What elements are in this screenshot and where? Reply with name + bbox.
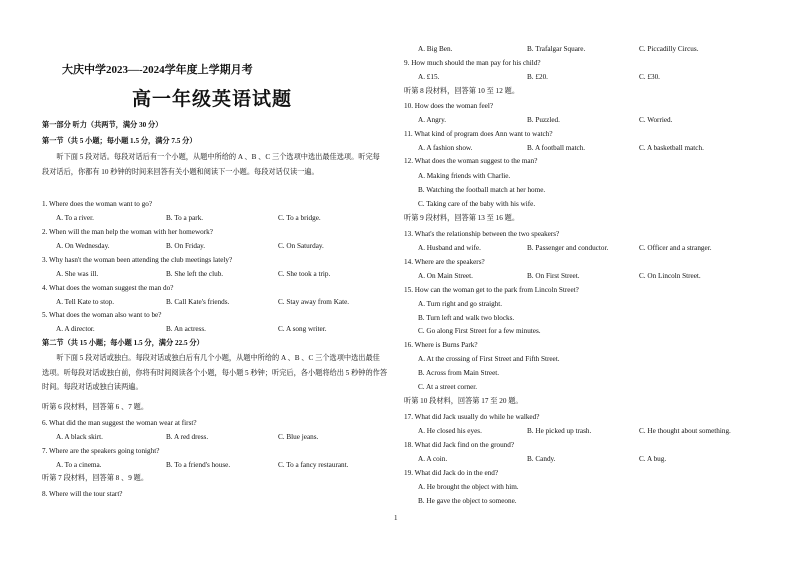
option-a: A. To a river. bbox=[56, 214, 94, 222]
question-1: 1. Where does the woman want to go? bbox=[42, 200, 153, 208]
option-c: C. To a bridge. bbox=[278, 214, 321, 222]
option-a: A. On Wednesday. bbox=[56, 242, 110, 250]
option-b: B. To a park. bbox=[166, 214, 204, 222]
question-19: 19. What did Jack do in the end? bbox=[404, 469, 499, 477]
option-c: C. On Lincoln Street. bbox=[639, 272, 701, 280]
listening-7-note: 听第 7 段材料，回答第 8 、9 题。 bbox=[42, 474, 149, 482]
option-a: A. Angry. bbox=[418, 116, 447, 124]
option-a: A. A black skirt. bbox=[56, 433, 103, 441]
exam-title: 高一年级英语试题 bbox=[132, 89, 293, 110]
part1-heading: 第一部分 听力（共两节，满分 30 分） bbox=[42, 121, 163, 129]
option-a: A. A fashion show. bbox=[418, 144, 473, 152]
option-b: B. Across from Main Street. bbox=[418, 369, 500, 377]
option-b: B. To a friend's house. bbox=[166, 461, 231, 469]
option-c: C. Taking care of the baby with his wife. bbox=[418, 200, 536, 208]
option-b: B. Trafalgar Square. bbox=[527, 45, 586, 53]
option-c: C. At a street corner. bbox=[418, 383, 478, 391]
exam-subtitle: 大庆中学2023—-2024学年度上学期月考 bbox=[62, 64, 253, 76]
question-4: 4. What does the woman suggest the man do? bbox=[42, 284, 174, 292]
option-a: A. To a cinema. bbox=[56, 461, 102, 469]
option-c: C. To a fancy restaurant. bbox=[278, 461, 349, 469]
listening-9-note: 听第 9 段材料，回答第 13 至 16 题。 bbox=[404, 214, 520, 222]
option-b: B. He gave the object to someone. bbox=[418, 497, 517, 505]
option-b: B. On First Street. bbox=[527, 272, 580, 280]
option-a: A. He closed his eyes. bbox=[418, 427, 482, 435]
option-a: A. Big Ben. bbox=[418, 45, 453, 53]
option-a: A. £15. bbox=[418, 73, 440, 81]
option-a: A. A coin. bbox=[418, 455, 448, 463]
option-c: C. Worried. bbox=[639, 116, 673, 124]
option-c: C. He thought about something. bbox=[639, 427, 731, 435]
question-15: 15. How can the woman get to the park from Lincoln Street? bbox=[404, 286, 579, 294]
option-a: A. Tell Kate to stop. bbox=[56, 298, 115, 306]
option-b: B. A red dress. bbox=[166, 433, 209, 441]
option-c: C. A bug. bbox=[639, 455, 667, 463]
option-b: B. Turn left and walk two blocks. bbox=[418, 314, 515, 322]
option-b: B. She left the club. bbox=[166, 270, 224, 278]
question-7: 7. Where are the speakers going tonight? bbox=[42, 447, 160, 455]
option-b: B. £20. bbox=[527, 73, 548, 81]
section1-heading: 第一节（共 5 小题；每小题 1.5 分，满分 7.5 分） bbox=[42, 137, 197, 145]
question-2: 2. When will the man help the woman with her homework? bbox=[42, 228, 213, 236]
question-9: 9. How much should the man pay for his child? bbox=[404, 59, 541, 67]
option-a: A. At the crossing of First Street and Fifth Street. bbox=[418, 355, 560, 363]
option-b: B. Candy. bbox=[527, 455, 556, 463]
option-c: C. A song writer. bbox=[278, 325, 327, 333]
question-16: 16. Where is Burns Park? bbox=[404, 341, 478, 349]
question-18: 18. What did Jack find on the ground? bbox=[404, 441, 515, 449]
option-c: C. She took a trip. bbox=[278, 270, 331, 278]
option-a: A. On Main Street. bbox=[418, 272, 473, 280]
option-a: A. He brought the object with him. bbox=[418, 483, 519, 491]
option-a: A. Husband and wife. bbox=[418, 244, 481, 252]
option-a: A. A director. bbox=[56, 325, 95, 333]
option-b: B. Passenger and conductor. bbox=[527, 244, 609, 252]
option-c: C. Piccadilly Circus. bbox=[639, 45, 699, 53]
question-5: 5. What does the woman also want to be? bbox=[42, 311, 162, 319]
option-c: C. On Saturday. bbox=[278, 242, 324, 250]
option-c: C. £30. bbox=[639, 73, 660, 81]
option-b: B. A football match. bbox=[527, 144, 586, 152]
question-11: 11. What kind of program does Ann want to watch? bbox=[404, 130, 553, 138]
option-b: B. An actress. bbox=[166, 325, 206, 333]
section1-instructions: 听下面 5 段对话。每段对话后有一个小题，从题中所给的 A 、B 、C 三个选项中选出最佳选项。听完每段对话后，你都有 10 秒钟的时间来回答有关小题和阅读下一小题。每段对话仅读一遍。 bbox=[42, 153, 380, 176]
option-c: C. Stay away from Kate. bbox=[278, 298, 350, 306]
question-13: 13. What's the relationship between the two speakers? bbox=[404, 230, 560, 238]
question-14: 14. Where are the speakers? bbox=[404, 258, 485, 266]
option-b: B. Call Kate's friends. bbox=[166, 298, 230, 306]
question-3: 3. Why hasn't the woman been attending the club meetings lately? bbox=[42, 256, 233, 264]
question-12: 12. What does the woman suggest to the man? bbox=[404, 157, 538, 165]
question-10: 10. How does the woman feel? bbox=[404, 102, 494, 110]
option-a: A. Making friends with Charlie. bbox=[418, 172, 511, 180]
option-c: C. Officer and a stranger. bbox=[639, 244, 712, 252]
option-c: C. A basketball match. bbox=[639, 144, 704, 152]
option-c: C. Blue jeans. bbox=[278, 433, 319, 441]
option-b: B. Puzzled. bbox=[527, 116, 560, 124]
option-b: B. Watching the football match at her home. bbox=[418, 186, 546, 194]
question-8: 8. Where will the tour start? bbox=[42, 490, 123, 498]
listening-8-note: 听第 8 段材料，回答第 10 至 12 题。 bbox=[404, 87, 520, 95]
page-number: 1 bbox=[394, 514, 398, 522]
question-6: 6. What did the man suggest the woman wear at first? bbox=[42, 419, 197, 427]
section2-instructions: 听下面 5 段对话或独白。每段对话或独白后有几个小题，从题中所给的 A 、B 、C 三个选项中选出最佳选项。听每段对话或独白前，你将有时间阅读各个小题，每小题 5 秒钟；听完后，各小题将给出 5 秒钟的作答时间。每段对话或独白读两遍。 bbox=[42, 354, 388, 391]
option-b: B. He picked up trash. bbox=[527, 427, 592, 435]
option-b: B. On Friday. bbox=[166, 242, 206, 250]
question-17: 17. What did Jack usually do while he walked? bbox=[404, 413, 540, 421]
option-c: C. Go along First Street for a few minutes. bbox=[418, 327, 541, 335]
listening-10-note: 听第 10 段材料，回答第 17 至 20 题。 bbox=[404, 397, 523, 405]
section2-heading: 第二节（共 15 小题；每小题 1.5 分，满分 22.5 分） bbox=[42, 339, 204, 347]
listening-6-note: 听第 6 段材料，回答第 6 、7 题。 bbox=[42, 403, 149, 411]
option-a: A. She was ill. bbox=[56, 270, 99, 278]
option-a: A. Turn right and go straight. bbox=[418, 300, 503, 308]
